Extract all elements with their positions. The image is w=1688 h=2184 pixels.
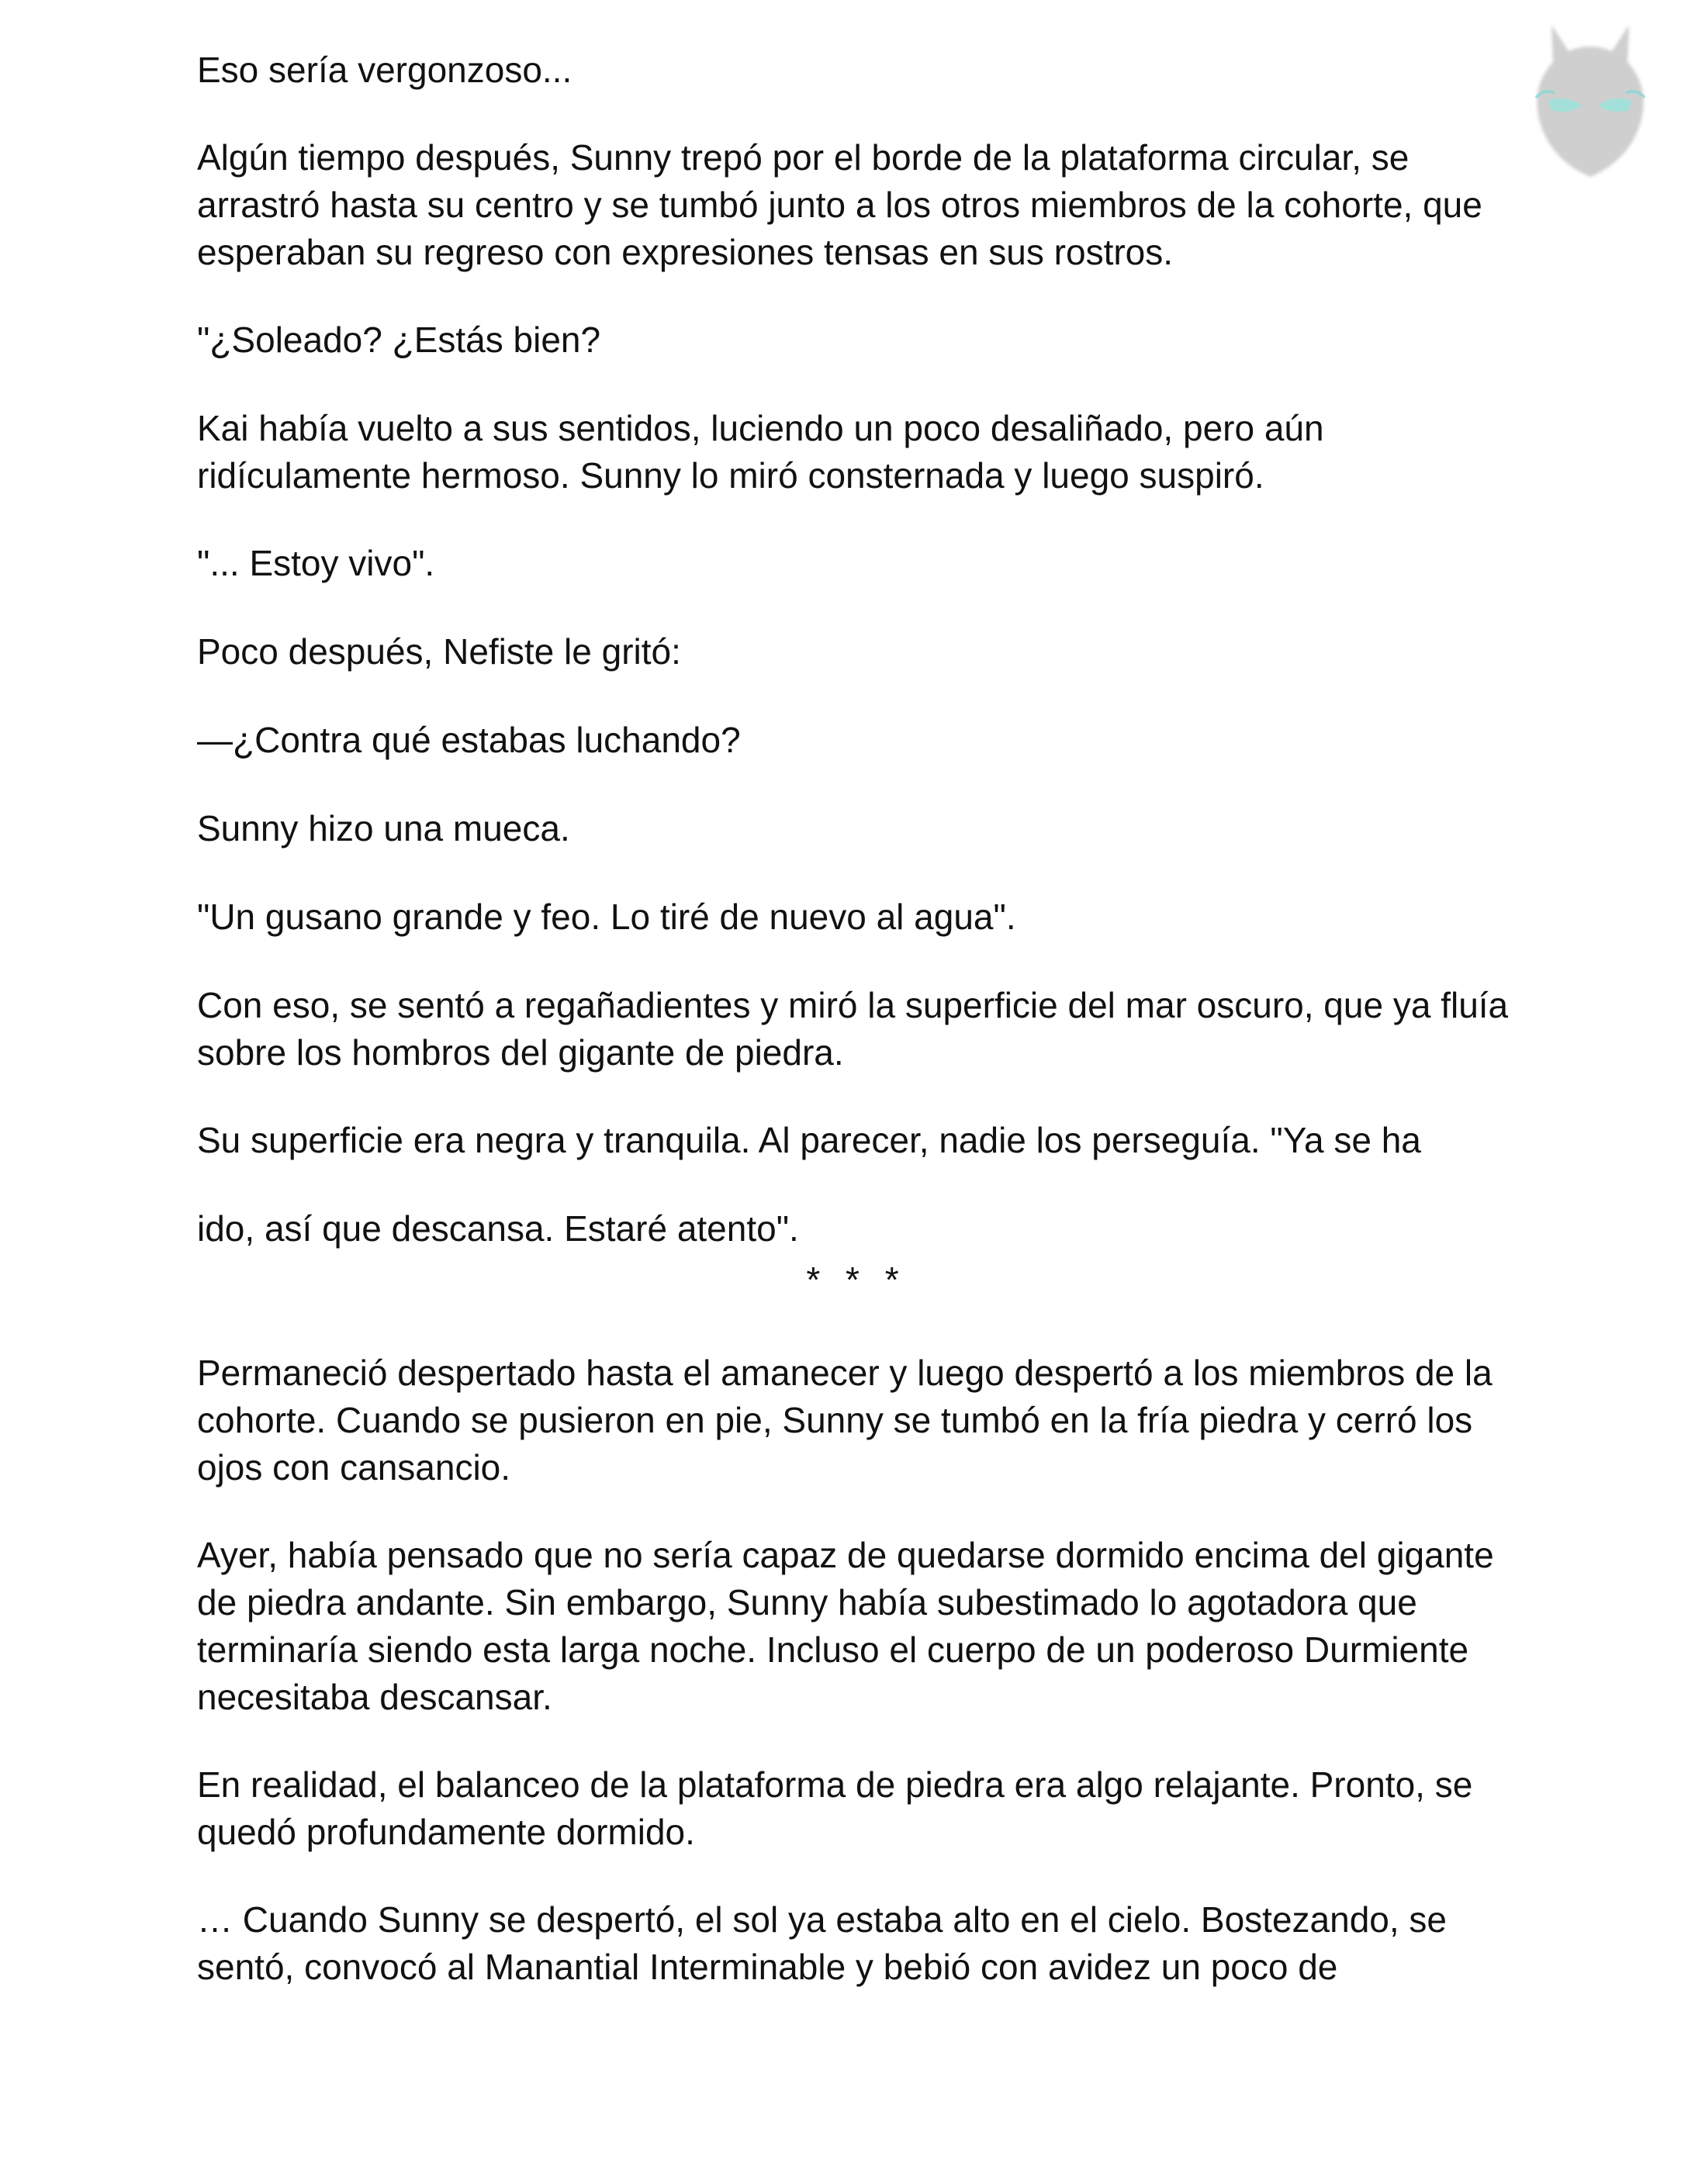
paragraph: Kai había vuelto a sus sentidos, luciendo un poco desaliñado, pero aún ridículamente hermoso. Sunny lo miró consternada y luego suspiró. — [197, 408, 1324, 496]
paragraph: ido, así que descansa. Estaré atento". — [197, 1208, 799, 1249]
paragraph: Ayer, había pensado que no sería capaz de quedarse dormido encima del gigante de piedra andante. Sin embargo, Sunny había subestimado lo agotadora que terminaría siendo esta larga noche. Incluso el cuerpo de un poderoso Durmiente necesitaba descansar. — [197, 1535, 1494, 1717]
paragraph: —¿Contra qué estabas luchando? — [197, 720, 741, 760]
paragraph: "¿Soleado? ¿Estás bien? — [197, 320, 601, 360]
paragraph: Su superficie era negra y tranquila. Al parecer, nadie los perseguía. "Ya se ha — [197, 1120, 1421, 1160]
paragraph: En realidad, el balanceo de la plataforma de piedra era algo relajante. Pronto, se quedó profundamente dormido. — [197, 1764, 1473, 1852]
paragraph: Sunny hizo una mueca. — [197, 808, 570, 848]
paragraph: Permaneció despertado hasta el amanecer y luego despertó a los miembros de la cohorte. Cuando se pusieron en pie, Sunny se tumbó en la fría piedra y cerró los ojos con cansancio. — [197, 1353, 1493, 1488]
paragraph: "... Estoy vivo". — [197, 543, 435, 583]
paragraph: Con eso, se sentó a regañadientes y miró la superficie del mar oscuro, que ya fluía sobre los hombros del gigante de piedra. — [197, 985, 1509, 1073]
demon-head-logo-icon — [1520, 14, 1660, 185]
paragraph: Algún tiempo después, Sunny trepó por el borde de la plataforma circular, se arrastró hasta su centro y se tumbó junto a los otros miembros de la cohorte, que esperaban su regreso con expresiones tensas en sus rostros. — [197, 137, 1482, 272]
paragraph: Poco después, Nefiste le gritó: — [197, 631, 681, 672]
paragraph: "Un gusano grande y feo. Lo tiré de nuevo al agua". — [197, 897, 1016, 937]
section-separator: * * * — [806, 1260, 907, 1300]
paragraph: … Cuando Sunny se despertó, el sol ya estaba alto en el cielo. Bostezando, se sentó, convocó al Manantial Interminable y bebió con avidez un poco de — [197, 1899, 1448, 1987]
document-body — [197, 47, 1516, 2031]
paragraph: Eso sería vergonzoso... — [197, 50, 572, 90]
